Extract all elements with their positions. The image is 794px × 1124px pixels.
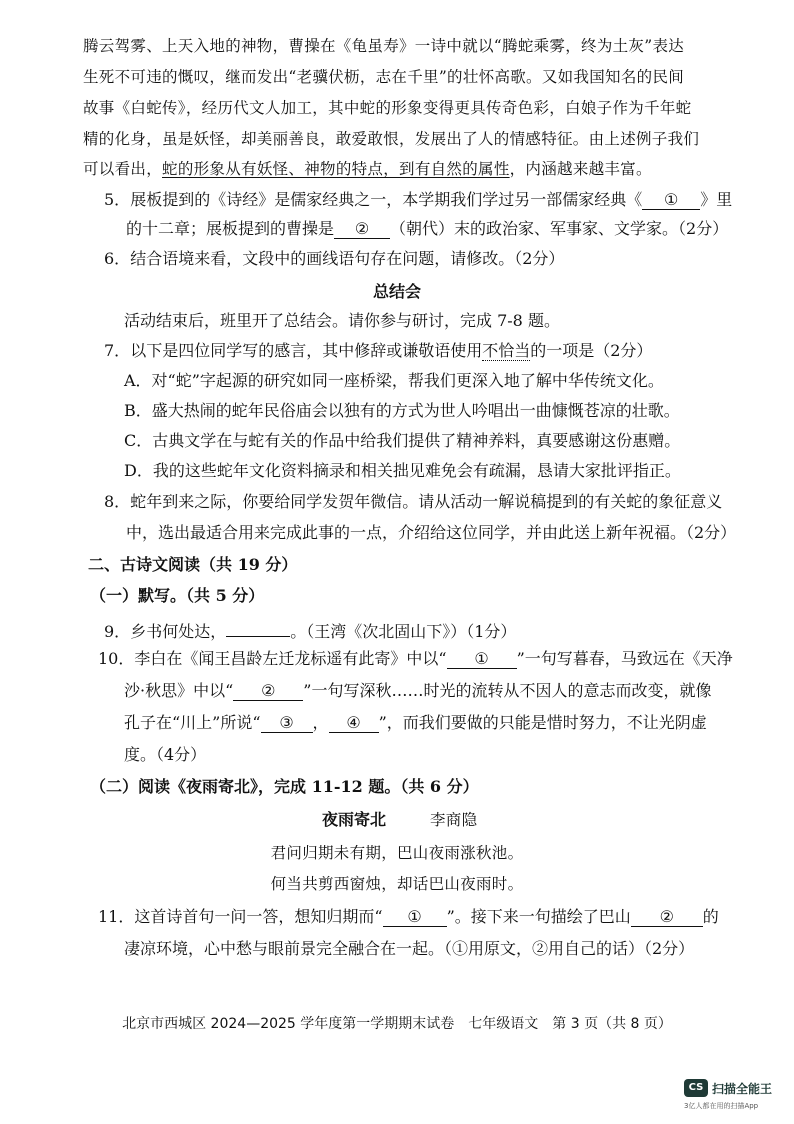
- question-8-number: 8．: [104, 492, 131, 511]
- question-9-text-a: 乡书何处达，: [130, 622, 227, 641]
- question-8-text-1: 蛇年到来之际，你要给同学发贺年微信。请从活动一解说稿提到的有关蛇的象征意义: [130, 492, 723, 511]
- question-5-blank-2[interactable]: ②: [334, 219, 390, 239]
- question-8-line-1: [104, 492, 722, 512]
- question-11-text-b: ”。接下来一句描绘了巴山: [446, 907, 631, 926]
- passage-line-5-post: ，内涵越来越丰富。: [509, 160, 652, 178]
- question-7-stem-a: 以下是四位同学写的感言，其中修辞或谦敬语使用: [130, 341, 483, 360]
- poem-line-2: 何当共剪西窗烛，却话巴山夜雨时。: [270, 875, 524, 893]
- question-10-text-a: 李白在《闻王昌龄左迁龙标遥有此寄》中以“: [134, 649, 447, 668]
- question-10-separator: ，: [312, 713, 329, 732]
- question-10-blank-1[interactable]: ①: [447, 649, 517, 669]
- question-11-text-a: 这首诗首句一问一答，想知归期而“: [134, 907, 383, 926]
- question-7-option-b[interactable]: B．盛大热闹的蛇年民俗庙会以独有的方式为世人吟唱出一曲慷慨苍凉的壮歌。: [124, 401, 680, 420]
- question-10-text-e: 孔子在“川上”所说“: [124, 713, 261, 732]
- question-10-line-4: 度。（4分）: [124, 745, 207, 764]
- summary-title: 总结会: [372, 282, 421, 301]
- question-10-blank-2[interactable]: ②: [233, 681, 303, 701]
- camscanner-logo: CS: [684, 1079, 708, 1097]
- question-10-line-3: [124, 713, 707, 733]
- question-11-number: 11．: [98, 907, 135, 926]
- question-7-stem: [104, 341, 652, 361]
- passage-line-3: 故事《白蛇传》，经历代文人加工，其中蛇的形象变得更具传奇色彩，白娘子作为千年蛇: [83, 99, 692, 117]
- question-5-line-2: [126, 219, 728, 239]
- question-7-number: 7．: [104, 341, 131, 360]
- question-11-blank-1[interactable]: ①: [383, 907, 447, 927]
- section-2-sub-1: （一）默写。（共 5 分）: [90, 586, 265, 605]
- question-10-line-2: [124, 681, 711, 701]
- question-6: [104, 249, 564, 269]
- question-11-blank-2[interactable]: ②: [631, 907, 703, 927]
- question-5-text-c: 的十二章；展板提到的曹操是: [126, 219, 335, 238]
- section-2-sub-2: （二）阅读《夜雨寄北》，完成 11-12 题。（共 6 分）: [90, 777, 479, 796]
- underlined-sentence: 蛇的形象从有妖怪、神物的特点，到有自然的属性: [162, 160, 510, 178]
- question-7-option-a[interactable]: A．对“蛇”字起源的研究如同一座桥梁，帮我们更深入地了解中华传统文化。: [124, 371, 664, 390]
- question-11-text-c: 的: [702, 907, 719, 926]
- summary-intro: 活动结束后，班里开了总结会。请你参与研讨，完成 7-8 题。: [124, 311, 560, 330]
- question-10-number: 10．: [98, 649, 135, 668]
- passage-line-5: [83, 159, 652, 179]
- question-10-blank-4[interactable]: ④: [329, 713, 379, 733]
- camscanner-tagline: 3亿人都在用的扫描App: [684, 1102, 759, 1110]
- question-10-text-c: 沙·秋思》中以“: [124, 681, 234, 700]
- question-5-blank-1[interactable]: ①: [642, 190, 700, 210]
- question-9-text-b: 。（王湾《次北固山下》）（1分）: [290, 622, 517, 641]
- question-7-stem-b: 的一项是（2分）: [530, 341, 653, 360]
- question-10-line-1: [98, 649, 733, 669]
- question-5-text-d: （朝代）末的政治家、军事家、文学家。（2分）: [390, 219, 729, 238]
- page-footer: 北京市西城区 2024—2025 学年度第一学期期末试卷 七年级语文 第 3 页（共 8 页）: [122, 1016, 672, 1032]
- camscanner-name: 扫描全能王: [712, 1082, 773, 1096]
- question-10-text-d: ”一句写深秋……时光的流转从不因人的意志而改变，就像: [303, 681, 712, 700]
- question-7-option-d[interactable]: D．我的这些蛇年文化资料摘录和相关拙见难免会有疏漏，恳请大家批评指正。: [124, 461, 681, 480]
- passage-line-5-pre: 可以看出，: [83, 160, 163, 178]
- passage-line-4: 精的化身，虽是妖怪，却美丽善良，敢爱敢恨，发展出了人的情感特征。由上述例子我们: [83, 130, 700, 148]
- section-2-title: 二、古诗文阅读（共 19 分）: [88, 555, 298, 574]
- passage-line-2: 生死不可违的慨叹，继而发出“老骥伏枥，志在千里”的壮怀高歌。又如我国知名的民间: [83, 68, 685, 86]
- question-10-blank-3[interactable]: ③: [261, 713, 313, 733]
- poem-title: 夜雨寄北: [322, 810, 387, 829]
- question-5-line-1: [104, 190, 732, 210]
- question-10-text-f: ”，而我们要做的只能是惜时努力，不让光阴虚: [378, 713, 707, 732]
- poem-line-1: 君问归期未有期，巴山夜雨涨秋池。: [270, 844, 524, 862]
- question-5-number: 5．: [104, 190, 131, 209]
- question-7-option-c[interactable]: C．古典文学在与蛇有关的作品中给我们提供了精神养料，真要感谢这份惠赠。: [124, 431, 681, 450]
- poem-author: 李商隐: [430, 811, 478, 829]
- question-6-text: 结合语境来看，文段中的画线语句存在问题，请修改。（2分）: [130, 249, 565, 268]
- question-9-blank[interactable]: [226, 617, 290, 637]
- question-5-text-a: 展板提到的《诗经》是儒家经典之一，本学期我们学过另一部儒家经典《: [130, 190, 643, 209]
- question-7-emphasis: 不恰当: [482, 341, 531, 360]
- question-11-line-1: [98, 907, 719, 927]
- question-6-number: 6．: [104, 249, 131, 268]
- question-5-text-b: 》里: [700, 190, 733, 209]
- passage-line-1: 腾云驾雾、上天入地的神物，曹操在《龟虽寿》一诗中就以“腾蛇乘雾，终为土灰”表达: [83, 37, 685, 55]
- question-11-line-2: 凄凉环境，心中愁与眼前景完全融合在一起。（①用原文，②用自己的话）（2分）: [124, 939, 695, 958]
- question-8-line-2: 中，选出最适合用来完成此事的一点，介绍给这位同学，并由此送上新年祝福。（2分）: [126, 523, 737, 542]
- question-10-text-b: ”一句写暮春，马致远在《天净: [516, 649, 733, 668]
- question-9-number: 9．: [104, 622, 131, 641]
- question-9: [104, 617, 516, 642]
